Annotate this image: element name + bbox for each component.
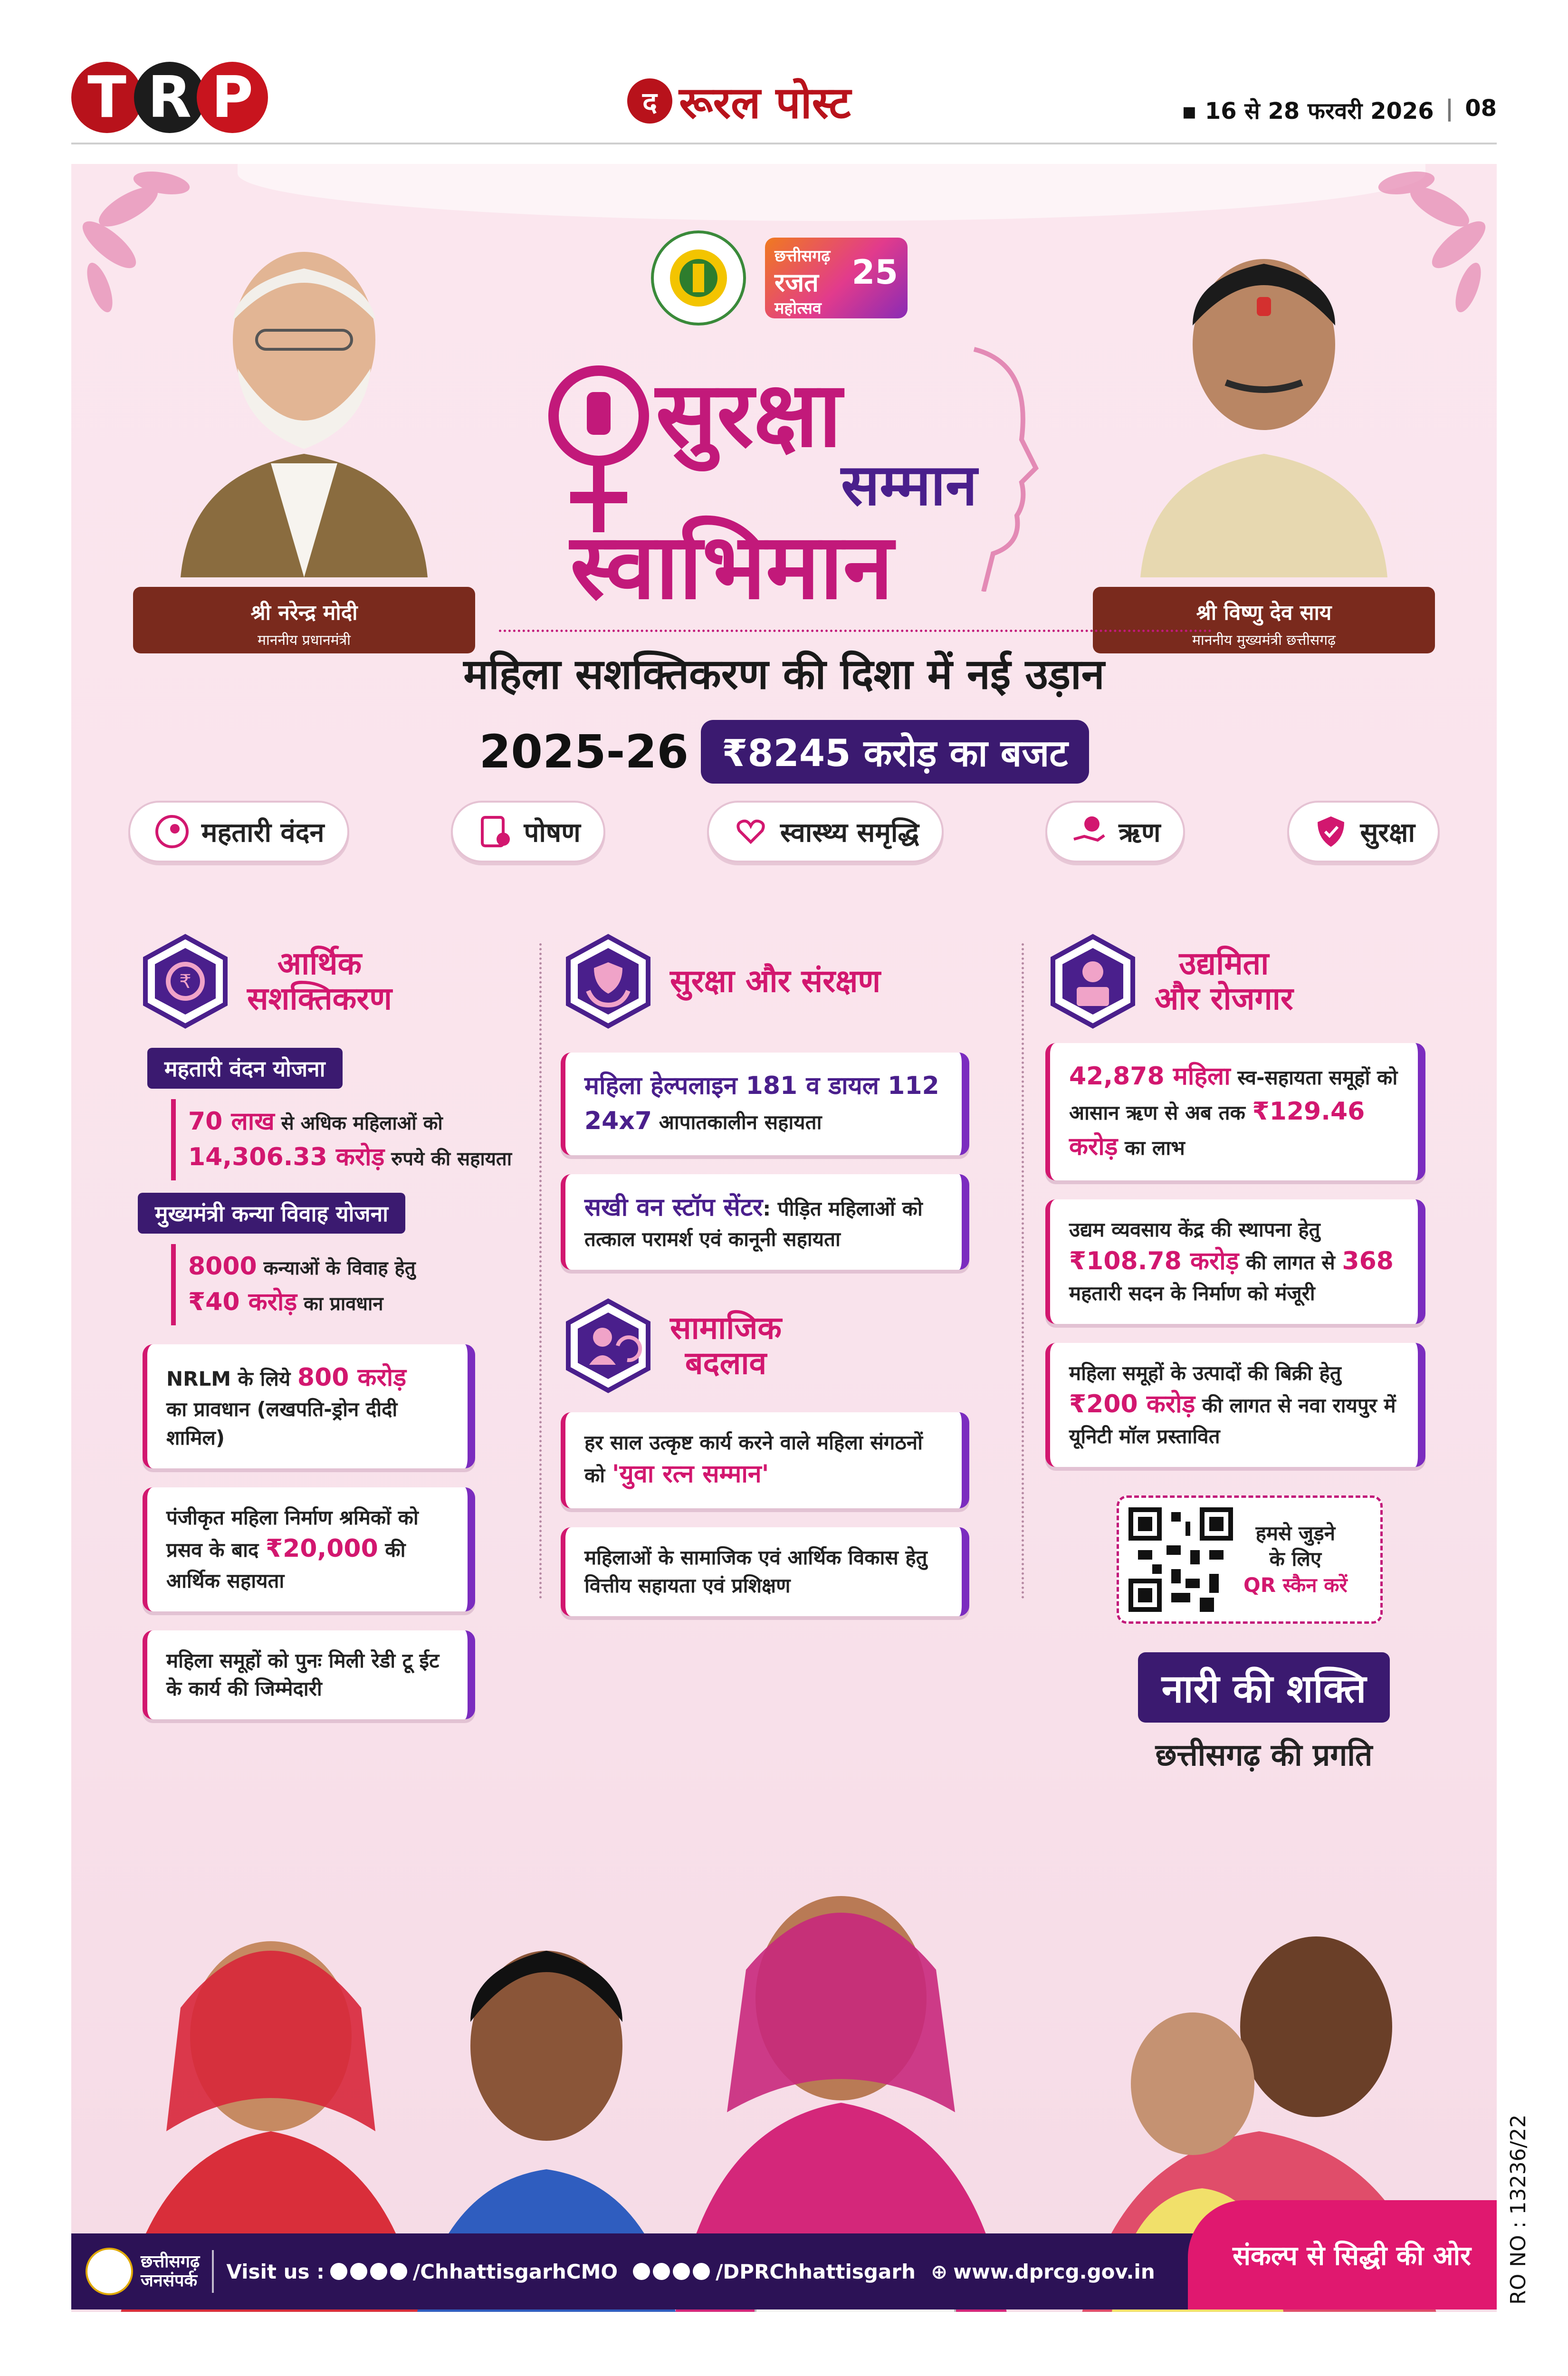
- masthead: [0, 0, 1568, 157]
- badge-number: 25: [851, 253, 898, 292]
- kanya-vivah-details: [171, 1244, 527, 1325]
- pill-mahtari-vandan: [128, 801, 349, 862]
- qr-box[interactable]: [1117, 1495, 1383, 1624]
- text-fragment: का प्रावधान: [297, 1293, 383, 1315]
- pill-rin: [1045, 801, 1185, 862]
- emblem-row: [651, 230, 908, 326]
- card-text: महिला समूहों को पुनः मिली रेडी टू ईट के कार्य की जिम्मेदारी: [166, 1648, 440, 1701]
- leader-designation: माननीय मुख्यमंत्री छत्तीसगढ़: [1192, 632, 1336, 649]
- text-fragment: रुपये की सहायता: [384, 1148, 512, 1170]
- text-fragment: हर साल उत्कृष्ट कार्य करने वाले महिला संगठनों को: [584, 1431, 923, 1487]
- trp-logo: [71, 62, 259, 133]
- section-header: [1045, 934, 1454, 1029]
- section-header: [561, 1298, 998, 1393]
- paper-mark: द: [627, 78, 672, 124]
- highlight-value: 14,306.33 करोड़: [188, 1143, 385, 1172]
- issue-info: [1182, 95, 1497, 126]
- section-title: [670, 1311, 782, 1381]
- ready-to-eat-card: [143, 1630, 475, 1719]
- highlight-value: 70 लाख: [188, 1107, 275, 1136]
- top-swoosh: [238, 164, 1425, 221]
- facebook-icon[interactable]: [330, 2263, 347, 2280]
- pill-swasthya: [707, 801, 944, 862]
- pill-label: ऋण: [1119, 817, 1161, 848]
- title-samman: सम्मान: [841, 452, 977, 518]
- column-divider: [1022, 943, 1024, 1599]
- page-number: 08: [1465, 95, 1497, 122]
- pill-label: पोषण: [524, 817, 581, 848]
- cm-portrait-icon: [1121, 226, 1406, 577]
- janasampark-seal-icon: [86, 2248, 133, 2295]
- column-divider: [539, 943, 542, 1599]
- pill-label: सुरक्षा: [1360, 817, 1415, 848]
- subtitle: महिला सशक्तिकरण की दिशा में नई उड़ान: [463, 650, 1105, 699]
- baby-womb-icon: [153, 813, 191, 851]
- qr-line2: के लिए: [1269, 1547, 1322, 1571]
- social-icons: [633, 2263, 710, 2280]
- social-icons: [330, 2263, 407, 2280]
- facebook-icon[interactable]: [633, 2263, 650, 2280]
- card-text: महिलाओं के सामाजिक एवं आर्थिक विकास हेतु वित्तीय सहायता एवं प्रशिक्षण: [584, 1545, 927, 1598]
- svg-text:₹: ₹: [179, 971, 191, 993]
- construction-workers-card: [143, 1487, 475, 1611]
- x-twitter-icon[interactable]: [350, 2263, 367, 2280]
- leader-card-cm: [1093, 226, 1435, 653]
- scheme-pill-row: [128, 801, 1440, 862]
- poster: [71, 164, 1497, 2312]
- instagram-icon[interactable]: [673, 2263, 690, 2280]
- mahtari-sadan-card: [1045, 1199, 1425, 1323]
- loan-hand-icon: [1070, 813, 1108, 851]
- issue-separator: |: [1445, 95, 1454, 122]
- section-title-line2: और रोजगार: [1155, 980, 1293, 1017]
- woman-laptop-icon: [1045, 934, 1140, 1029]
- highlight-value: 'युवा रत्न सम्मान': [612, 1459, 769, 1488]
- text-fragment: पंजीकृत महिला निर्माण श्रमिकों को प्रसव के बाद: [166, 1505, 419, 1562]
- face-profile-icon: [965, 345, 1041, 592]
- health-hands-icon: [732, 813, 770, 851]
- money-gear-icon: [138, 934, 233, 1029]
- yuva-ratna-card: [561, 1412, 969, 1508]
- nari-shakti-block: [1102, 1652, 1425, 1774]
- visit-label: Visit us :: [226, 2260, 325, 2283]
- helpline-card: [561, 1053, 969, 1155]
- highlight-value: ₹20,000: [265, 1534, 378, 1563]
- sankalp-banner: संकल्प से सिद्धी की ओर: [1188, 2200, 1497, 2309]
- highlight-value: ₹200 करोड़: [1069, 1390, 1195, 1419]
- janasampark-line2: जनसंपर्क: [141, 2271, 198, 2290]
- handle-cmo[interactable]: /ChhattisgarhCMO: [412, 2260, 618, 2283]
- pill-poshan: [451, 801, 605, 862]
- section-title: [1155, 946, 1293, 1016]
- trp-letter-r: R: [134, 62, 205, 133]
- section-header: [561, 934, 998, 1029]
- leader-plate: [133, 587, 475, 653]
- nari-shakti-subtitle: छत्तीसगढ़ की प्रगति: [1155, 1737, 1373, 1773]
- text-fragment: उद्यम व्यवसाय केंद्र की स्थापना हेतु: [1069, 1218, 1320, 1242]
- text-fragment: का लाभ: [1118, 1136, 1185, 1159]
- trp-letter-p: P: [197, 62, 268, 133]
- highlight-value: 368: [1342, 1247, 1394, 1276]
- shg-loan-card: [1045, 1043, 1425, 1180]
- kanya-vivah-label: मुख्यमंत्री कन्या विवाह योजना: [138, 1193, 405, 1234]
- section-title: सुरक्षा और संरक्षण: [670, 963, 881, 1000]
- pm-portrait-icon: [162, 226, 447, 577]
- leader-name: श्री नरेन्द्र मोदी: [250, 601, 358, 625]
- trp-letter-t: T: [71, 62, 143, 133]
- paper-title: रूरल पोस्ट: [679, 77, 851, 128]
- badge-line1: छत्तीसगढ़: [774, 247, 831, 266]
- janasampark-line1: छत्तीसगढ़: [141, 2252, 200, 2272]
- dotted-divider: [499, 630, 1212, 632]
- highlight-value: ₹40 करोड़: [188, 1288, 297, 1317]
- leader-plate: [1093, 587, 1435, 653]
- budget-amount: ₹8245 करोड़ का बजट: [701, 720, 1089, 784]
- qr-line1: हमसे जुड़ने: [1255, 1521, 1336, 1545]
- text-fragment: : पीड़ित महिलाओं को तत्काल परामर्श एवं कानूनी सहायता: [584, 1197, 923, 1251]
- website-link[interactable]: www.dprcg.gov.in: [953, 2260, 1155, 2283]
- highlight-value: ₹129.46 करोड़: [1069, 1097, 1365, 1161]
- badge-line3: महोत्सव: [774, 299, 822, 318]
- section-title-line2: सशक्तिकरण: [247, 980, 392, 1017]
- text-fragment: का प्रावधान (लखपति-ड्रोन दीदी शामिल): [166, 1398, 398, 1450]
- highlight-value: 24x7: [584, 1106, 652, 1135]
- text-fragment: आपातकालीन सहायता: [652, 1110, 822, 1134]
- leader-name: श्री विष्णु देव साय: [1196, 601, 1332, 625]
- pill-suraksha: [1287, 801, 1440, 862]
- highlight-value: 8000: [188, 1252, 257, 1281]
- unity-mall-card: [1045, 1343, 1425, 1467]
- highlight-value: ₹108.78 करोड़: [1069, 1247, 1239, 1276]
- instagram-icon[interactable]: [370, 2263, 387, 2280]
- rajat-mahotsav-badge: [765, 238, 908, 318]
- text-fragment: की लागत से नवा रायपुर में यूनिटी मॉल प्रस्तावित: [1069, 1394, 1396, 1448]
- handle-dpr[interactable]: /DPRChhattisgarh: [716, 2260, 916, 2283]
- issue-date: ▪ 16 से 28 फरवरी 2026: [1181, 98, 1434, 125]
- youtube-icon[interactable]: [390, 2263, 407, 2280]
- leader-card-pm: [133, 226, 475, 653]
- pill-label: महतारी वंदन: [201, 817, 325, 848]
- section-title-line2: बदलाव: [685, 1345, 767, 1382]
- nrlm-card: [143, 1344, 475, 1468]
- footer-separator: [212, 2250, 214, 2293]
- qr-text: [1243, 1521, 1348, 1599]
- section-header: [138, 934, 527, 1029]
- financial-assistance-card: [561, 1527, 969, 1616]
- pill-label: स्वास्थ्य समृद्धि: [780, 817, 919, 848]
- ro-number: RO NO : 13236/22: [1506, 2114, 1530, 2305]
- qr-line3: QR स्कैन करें: [1243, 1573, 1348, 1597]
- footer-bar: [71, 2233, 1497, 2309]
- paper-name: [627, 71, 851, 131]
- budget-year: 2025-26: [479, 725, 689, 778]
- highlight-value: महिला हेल्पलाइन 181 व डायल 112: [584, 1072, 939, 1100]
- mahtari-vandan-details: [171, 1099, 527, 1180]
- youtube-icon[interactable]: [693, 2263, 710, 2280]
- section-title-line1: उद्यमिता: [1179, 945, 1269, 982]
- nutrition-clipboard-icon: [476, 813, 514, 851]
- text-fragment: की लागत से: [1239, 1251, 1342, 1274]
- text-fragment: की आर्थिक सहायता: [166, 1538, 406, 1593]
- leader-designation: माननीय प्रधानमंत्री: [258, 632, 351, 649]
- highlight-value: 800 करोड़: [297, 1363, 407, 1392]
- economic-empowerment-column: [138, 934, 527, 1719]
- badge-line2: रजत: [774, 267, 819, 297]
- nari-shakti-title: नारी की शक्ति: [1138, 1652, 1390, 1723]
- entrepreneurship-column: [1045, 934, 1454, 1774]
- title-suraksha: सुरक्षा: [656, 362, 842, 467]
- text-fragment: स्व-सहायता समूहों को आसान ऋण से अब तक: [1069, 1066, 1398, 1124]
- text-fragment: महतारी सदन के निर्माण को मंजूरी: [1069, 1281, 1315, 1305]
- section-title: [247, 946, 392, 1016]
- budget-row: [71, 720, 1497, 784]
- highlight-value: सखी वन स्टॉप सेंटर: [584, 1193, 763, 1222]
- section-title-line1: सामाजिक: [670, 1310, 782, 1347]
- globe-icon: ⊕: [930, 2260, 948, 2283]
- sakhi-center-card: [561, 1174, 969, 1270]
- shield-icon: [1312, 813, 1350, 851]
- masthead-rule: [71, 143, 1497, 144]
- x-twitter-icon[interactable]: [653, 2263, 670, 2280]
- qr-code-icon[interactable]: [1128, 1507, 1233, 1612]
- text-fragment: से अधिक महिलाओं को: [274, 1112, 443, 1134]
- text-fragment: कन्याओं के विवाह हेतु: [257, 1257, 416, 1279]
- text-fragment: NRLM के लिये: [166, 1367, 297, 1390]
- highlight-value: 42,878 महिला: [1069, 1062, 1231, 1091]
- title-swabhiman: स्वाभिमान: [570, 514, 893, 619]
- section-title-line1: आर्थिक: [277, 945, 362, 982]
- janasampark-logo: [86, 2248, 200, 2295]
- protection-hands-icon: [561, 934, 656, 1029]
- social-change-icon: [561, 1298, 656, 1393]
- visit-links: [226, 2260, 1155, 2283]
- text-fragment: महिला समूहों के उत्पादों की बिक्री हेतु: [1069, 1361, 1341, 1385]
- govt-emblem-icon: [651, 230, 746, 326]
- safety-column: [561, 934, 998, 1616]
- mahtari-vandan-label: महतारी वंदन योजना: [147, 1048, 343, 1089]
